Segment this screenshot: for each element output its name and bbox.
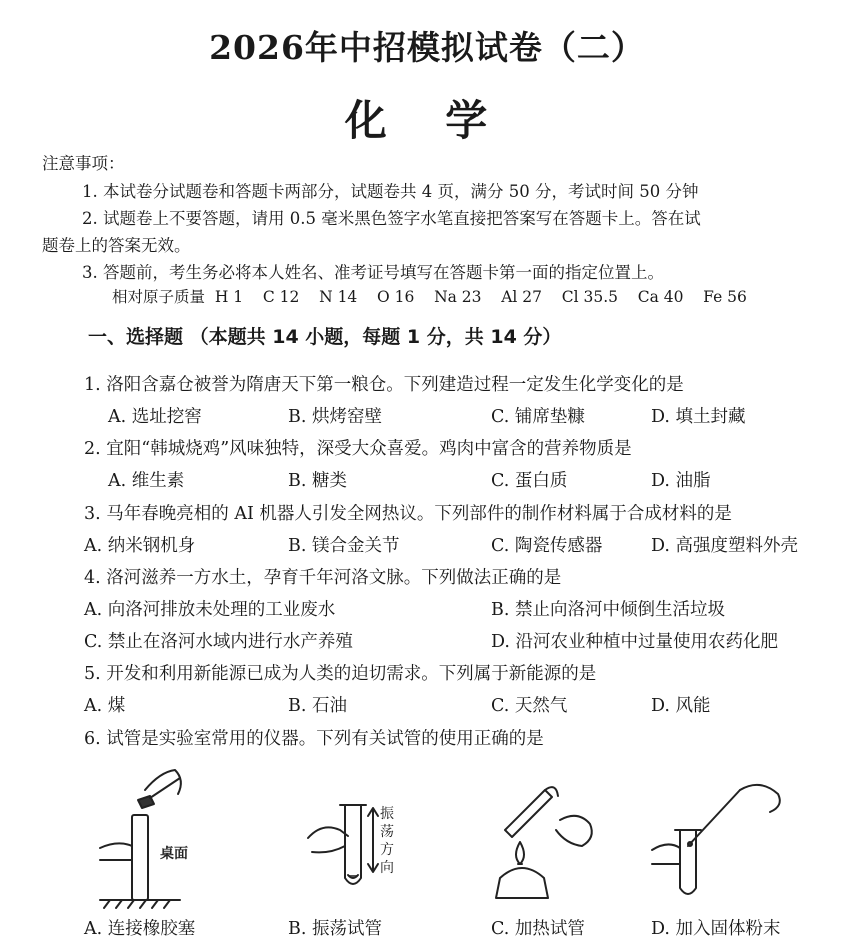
shake-label-2: 荡: [380, 824, 394, 840]
test-tube-figures: [0, 760, 854, 910]
option: C. 铺席垫糠: [491, 407, 585, 427]
section-title: 一、选择题 （本题共 14 小题，每题 1 分，共 14 分）: [88, 326, 562, 348]
option: A. 连接橡胶塞: [84, 919, 196, 939]
option: B. 振荡试管: [288, 919, 382, 939]
shake-label-1: 振: [380, 806, 394, 822]
shake-label-4: 向: [380, 860, 394, 876]
note-item-2: 2. 试题卷上不要答题，请用 0.5 毫米黑色签字水笔直接把答案写在答题卡上。答在试: [82, 209, 701, 228]
figure-a-connect-stopper: [100, 770, 181, 908]
question-stem: 3. 马年春晚亮相的 AI 机器人引发全网热议。下列部件的制作材料属于合成材料的是: [84, 504, 732, 524]
option: B. 镁合金关节: [288, 536, 400, 556]
figure-b-shake-tube: [308, 805, 378, 884]
option: D. 风能: [651, 696, 711, 716]
question-stem: 4. 洛河滋养一方水土，孕育千年河洛文脉。下列做法正确的是: [84, 568, 562, 588]
option: A. 选址挖窖: [108, 407, 202, 427]
note-item-1: 1. 本试卷分试题卷和答题卡两部分，试题卷共 4 页，满分 50 分，考试时间 50 分钟: [82, 182, 699, 201]
option: B. 石油: [288, 696, 347, 716]
option: C. 陶瓷传感器: [491, 536, 603, 556]
atomic-masses: 相对原子质量 H 1 C 12 N 14 O 16 Na 23 Al 27 Cl 35.5 Ca 40 Fe 56: [112, 288, 747, 306]
question-stem: 5. 开发和利用新能源已成为人类的迫切需求。下列属于新能源的是: [84, 664, 597, 684]
notes-heading: 注意事项：: [42, 154, 125, 173]
option: D. 油脂: [651, 471, 711, 491]
option: B. 禁止向洛河中倾倒生活垃圾: [491, 600, 725, 620]
option: B. 烘烤窑壁: [288, 407, 382, 427]
option: A. 向洛河排放未处理的工业废水: [84, 600, 336, 620]
option: C. 蛋白质: [491, 471, 568, 491]
subject-title: 化 学: [344, 96, 510, 145]
option: B. 糖类: [288, 471, 347, 491]
note-item-3: 3. 答题前，考生务必将本人姓名、准考证号填写在答题卡第一面的指定位置上。: [82, 263, 664, 282]
figure-c-heat-tube: [496, 787, 592, 898]
option: D. 加入固体粉末: [651, 919, 781, 939]
question-stem: 6. 试管是实验室常用的仪器。下列有关试管的使用正确的是: [84, 729, 544, 749]
exam-title: 2026年中招模拟试卷（二）: [209, 28, 645, 67]
option: D. 沿河农业种植中过量使用农药化肥: [491, 632, 779, 652]
shake-label-3: 方: [380, 842, 394, 858]
option: A. 纳米钢机身: [84, 536, 196, 556]
option: D. 填土封藏: [651, 407, 746, 427]
figure-d-add-powder: [652, 785, 780, 894]
option: A. 维生素: [108, 471, 185, 491]
question-stem: 1. 洛阳含嘉仓被誉为隋唐天下第一粮仓。下列建造过程一定发生化学变化的是: [84, 375, 684, 395]
question-stem: 2. 宜阳“韩城烧鸡”风味独特，深受大众喜爱。鸡肉中富含的营养物质是: [84, 439, 632, 459]
option: C. 天然气: [491, 696, 568, 716]
option: C. 加热试管: [491, 919, 585, 939]
option: C. 禁止在洛河水域内进行水产养殖: [84, 632, 353, 652]
note-item-2-cont: 题卷上的答案无效。: [42, 236, 191, 255]
option: A. 煤: [84, 696, 126, 716]
option: D. 高强度塑料外壳: [651, 536, 799, 556]
desk-label: 桌面: [160, 846, 188, 862]
shake-direction-label: [380, 805, 398, 876]
